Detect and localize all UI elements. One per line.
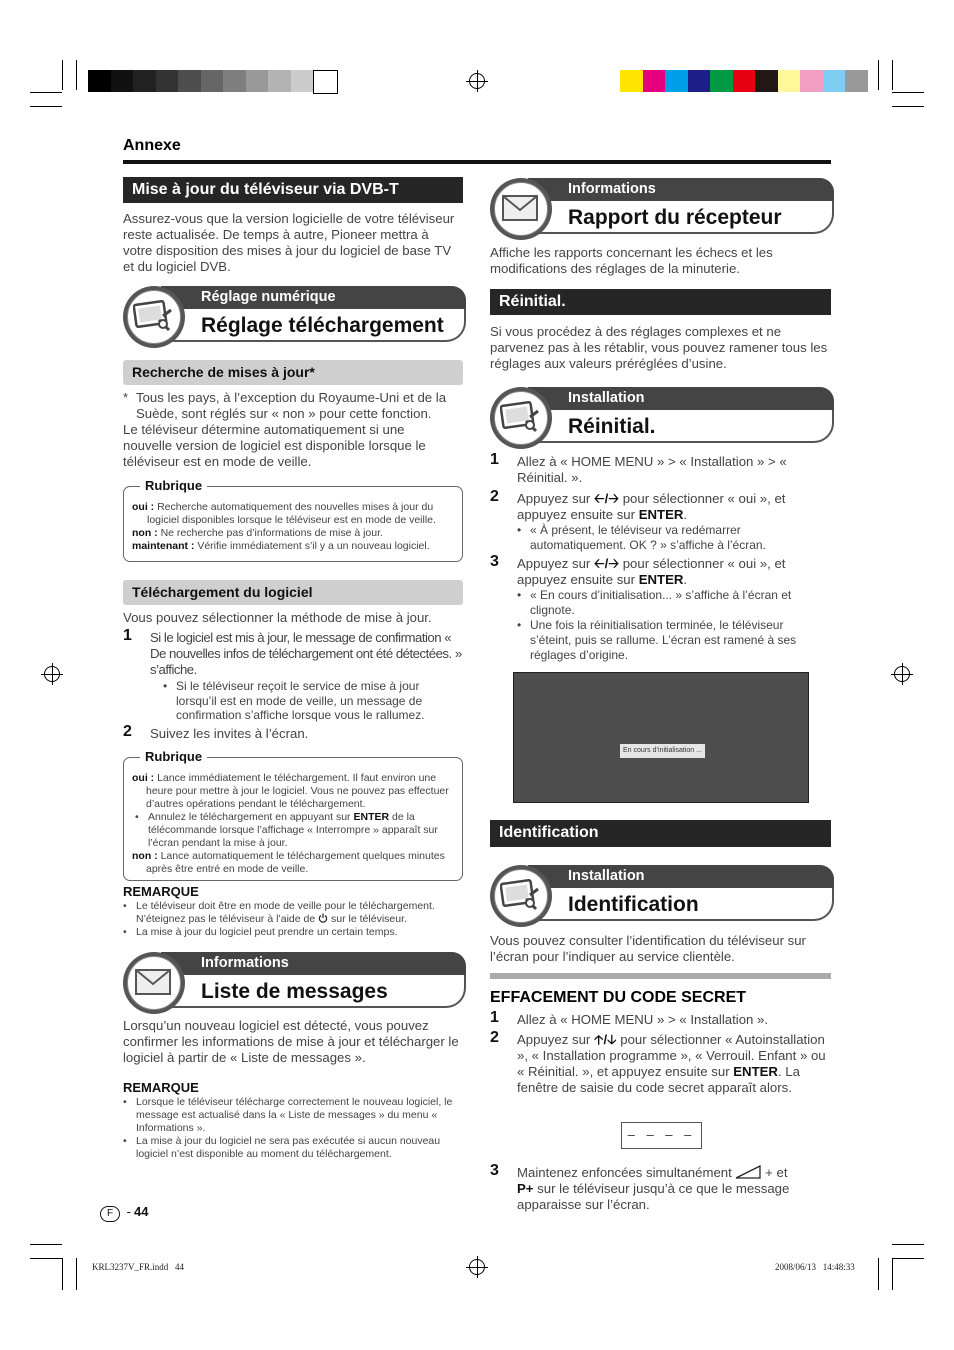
gray-swatch [201,70,224,92]
menu-banner-reinit [490,387,834,447]
step-number: 1 [123,627,132,644]
gray-swatch [223,70,246,92]
remarque-item: • Le téléviseur doit être en mode de veille pour le téléchargement. N’éteignez pas le téléviseur à l’aide de sur le téléviseur. [123,900,458,926]
gray-swatch [313,70,338,94]
tv-settings-icon [133,300,175,334]
rubrique-label: Rubrique [140,749,207,764]
remarque-item: • La mise à jour du logiciel ne sera pas exécutée si aucun nouveau logiciel n’est disponible au moment du téléchargement. [123,1135,458,1161]
banner-title: Rapport du récepteur [568,206,782,229]
remarque-list [123,1096,458,1161]
cmyk-swatch [620,70,643,92]
tv-screen-preview [513,672,809,803]
telechargement-step1: Si le logiciel est mis à jour, le message de confirmation « De nouvelles infos de téléchargement ont été détectées. » s’affiche. [150,630,462,677]
banner-tab: Réglage numérique [161,286,466,309]
reinit-body: Si vous procédez à des réglages complexes et ne parvenez pas à les rétablir, vous pouvez ramener tous les réglages aux valeurs préréglées d’usine. [490,324,828,371]
reinit-step1: Allez à « HOME MENU » > « Installation » > « Réinitial. ». [517,454,787,485]
rubrique-box [123,478,463,562]
cmyk-swatch [845,70,868,92]
tv-settings-icon [500,401,542,435]
menu-banner-ident [490,865,834,925]
remarque-list [123,900,458,939]
rubrique-item: non : Lance automatiquement le téléchargement quelques minutes après être entré en mode de veille. [132,850,445,875]
step-number: 3 [490,553,499,570]
bullet-item: • Si le téléviseur reçoit le service de mise à jour lorsqu’il est en mode de veille, un message de confirmation s’affiche lorsque vous le rallumez. [163,679,463,723]
ident-heading: Identification [490,820,831,847]
step-number: 2 [123,723,132,740]
banner-tab: Informations [161,952,466,975]
up-down-arrows-icon: 🡡/🡣 [593,1032,617,1047]
menu-banner-rapport [490,178,834,238]
envelope-icon [133,966,175,1000]
gray-swatch [246,70,269,92]
dvbt-heading: Mise à jour du téléviseur via DVB-T [123,177,463,203]
rubrique-box [123,749,463,881]
gray-swatch [88,70,111,92]
cmyk-swatch [643,70,666,92]
gray-swatch [178,70,201,92]
gray-swatch [111,70,134,92]
tv-settings-icon [500,879,542,913]
reinit-heading: Réinitial. [490,289,831,315]
secret-code-field: – – – – [621,1122,702,1149]
step-number: 1 [490,1009,499,1026]
cmyk-swatch [688,70,711,92]
registration-mark-icon [894,666,910,682]
recherche-heading: Recherche de mises à jour* [123,360,463,385]
banner-title: Identification [568,893,699,916]
remarque-item: • Lorsque le téléviseur télécharge correctement le nouveau logiciel, le message est actualisé dans la « Liste de messages » du menu « Informations ». [123,1096,458,1135]
reinit-step3: Appuyez sur 🡠/🡢 pour sélectionner « oui », et appuyez ensuite sur ENTER. [517,556,786,587]
bullet-item: • Annulez le téléchargement en appuyant sur ENTER de la télécommande lorsque l’affichage « Interrompre » apparaît sur l’écran pendant la mise à jour. [135,811,454,850]
banner-title: Liste de messages [201,980,388,1003]
asterisk-mark: * [123,390,129,405]
remarque-heading: REMARQUE [123,1080,199,1095]
cmyk-swatch [755,70,778,92]
bullet-item: • Une fois la réinitialisation terminée, le téléviseur s’éteint, puis se rallume. L’écran est ramené à ses réglages d’origine. [517,618,817,663]
code-heading: EFFACEMENT DU CODE SECRET [490,989,747,1006]
left-right-arrows-icon: 🡠/🡢 [593,491,620,506]
rubrique-label: Rubrique [140,478,207,493]
remarque-item: • La mise à jour du logiciel peut prendre un certain temps. [123,926,458,939]
menu-banner-reglage [123,286,466,346]
rubrique-item: non : Ne recherche pas d’informations de mise à jour. [132,527,383,539]
rubrique-item: oui : Lance immédiatement le téléchargement. Il faut environ une heure pour mettre à jour le logiciel. Vous ne pouvez pas effectuer d’autres opérations pendant le téléchargement. [132,772,449,810]
banner-tab: Informations [528,178,834,201]
code-step1: Allez à « HOME MENU » > « Installation ». [517,1012,769,1027]
bullet-item: • « En cours d’initialisation... » s’affiche à l’écran et clignote. [517,588,817,618]
step-number: 3 [490,1162,499,1179]
cmyk-swatch [665,70,688,92]
banner-title: Réinitial. [568,415,656,438]
messages-body: Lorsqu’un nouveau logiciel est détecté, vous pouvez confirmer les informations de mise à jour et télécharger le logiciel à partir de « Liste de messages ». [123,1018,459,1065]
code-divider [490,973,831,979]
menu-banner-messages [123,952,466,1012]
print-date: 2008/06/13 14:48:33 [775,1262,855,1272]
init-message: En cours d’initialisation ... [620,744,705,758]
left-right-arrows-icon: 🡠/🡢 [593,556,620,571]
telechargement-step2: Suivez les invites à l’écran. [150,726,309,741]
rubrique-item: maintenant : Vérifie immédiatement s’il y a un nouveau logiciel. [132,540,430,552]
banner-tab: Installation [528,387,834,410]
registration-mark-icon [469,1259,485,1275]
remarque-heading: REMARQUE [123,884,199,899]
dvbt-intro: Assurez-vous que la version logicielle de votre téléviseur reste actualisée. De temps à autre, Pioneer mettra à votre disposition des mises à jour du logiciel de base TV et du logiciel DVB. [123,211,455,274]
language-badge: F [100,1206,120,1222]
gray-swatch [156,70,179,92]
step2-bullets [517,523,817,553]
bullet-item: • « À présent, le téléviseur va redémarrer automatiquement. OK ? » s’affiche à l’écran. [517,523,817,553]
section-label: Annexe [123,137,181,154]
code-step3: Maintenez enfoncées simultanément + et P+ sur le téléviseur jusqu’à ce que le message apparaisse sur l’écran. [517,1165,790,1212]
cmyk-swatch [778,70,801,92]
recherche-note: Tous les pays, à l’exception du Royaume-Uni et de la Suède, sont réglés sur « non » pour cette fonction. [136,390,447,421]
header-rule [123,160,831,164]
reinit-step2: Appuyez sur 🡠/🡢 pour sélectionner « oui », et appuyez ensuite sur ENTER. [517,491,786,522]
gray-swatch [268,70,291,92]
power-icon [318,913,328,923]
banner-tab: Installation [528,865,834,888]
code-step2: Appuyez sur 🡡/🡣 pour sélectionner « Autoinstallation », « Installation programme », « Verrouil. Enfant » ou « Réinitial. », et appuyez ensuite sur ENTER. La fenêtre de saisie du code secret apparaît alors. [517,1032,826,1095]
banner-title: Réglage téléchargement [201,314,444,337]
gray-swatch [133,70,156,92]
telechargement-heading: Téléchargement du logiciel [123,580,463,605]
cmyk-swatch [823,70,846,92]
step-number: 2 [490,1029,499,1046]
rubrique-item: oui : Recherche automatiquement des nouvelles mises à jour du logiciel disponibles lorsque le téléviseur est en mode de veille. [132,501,436,526]
registration-mark-icon [469,73,485,89]
registration-mark-icon [44,666,60,682]
envelope-icon [500,192,542,226]
step-number: 2 [490,488,499,505]
recherche-body: Le téléviseur détermine automatiquement si une nouvelle version de logiciel est disponible lorsque le téléviseur est en mode de veille. [123,422,426,469]
cmyk-swatch [800,70,823,92]
gray-swatch [291,70,314,92]
telechargement-intro: Vous pouvez sélectionner la méthode de mise à jour. [123,610,432,625]
rapport-body: Affiche les rapports concernant les échecs et les modifications des réglages de la minuterie. [490,245,773,276]
cmyk-swatch [733,70,756,92]
cmyk-swatch [710,70,733,92]
ident-body: Vous pouvez consulter l’identification du téléviseur sur l’écran pour l’indiquer au service clientèle. [490,933,806,964]
step1-bullets [163,679,463,723]
page-number: F - 44 [100,1204,148,1222]
step3-bullets [517,588,817,663]
step-number: 1 [490,451,499,468]
volume-icon [735,1165,761,1179]
file-info: KRL3237V_FR.indd 44 [92,1262,185,1272]
